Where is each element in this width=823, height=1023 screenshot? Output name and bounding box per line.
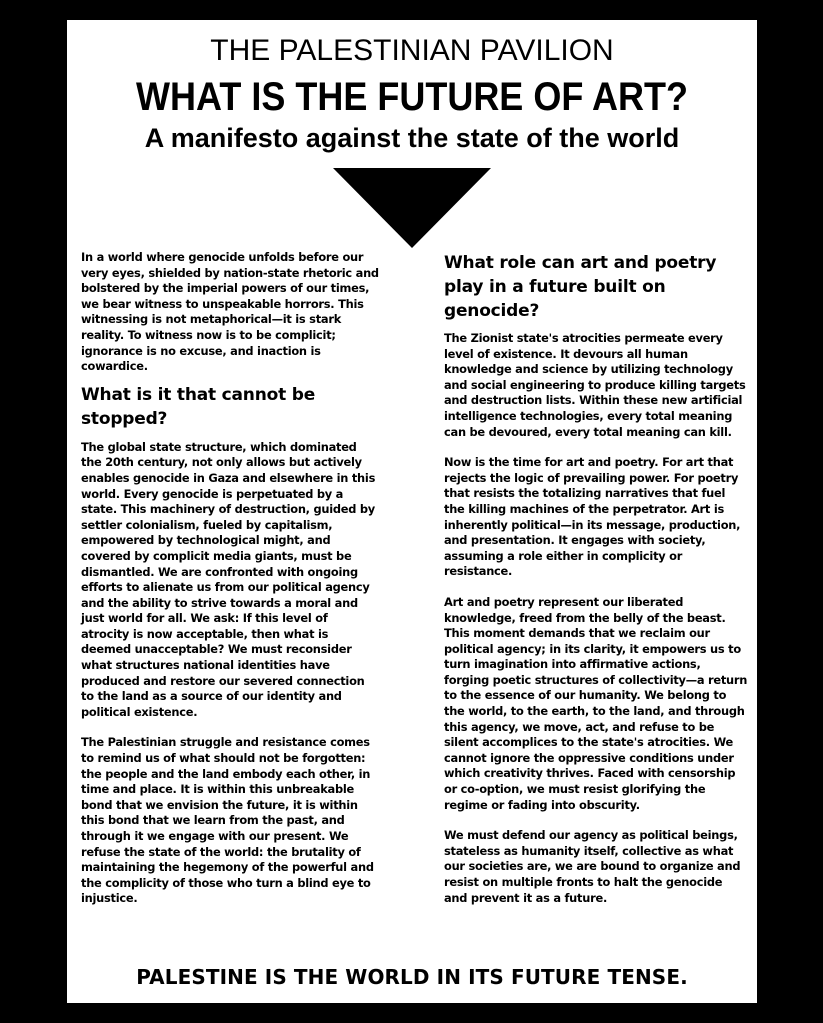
- left-column: [81, 250, 379, 907]
- left-section-heading: What is it that cannot be stopped?: [81, 384, 316, 429]
- right-paragraph-4: We must defend our agency as political beings, stateless as humanity itself, collective as what our societies are, we are bound to organize and resist on multiple fronts to halt the genocide and prevent it as a future.: [444, 828, 741, 905]
- intro-paragraph: In a world where genocide unfolds before our very eyes, shielded by nation-state rhetoric and bolstered by the imperial powers of our times, we bear witness to unspeakable horrors. This witnessing is not metaphorical—it is stark reality. To witness now is to be complicit; ignorance is no excuse, and inaction is cowardice.: [81, 250, 379, 374]
- left-paragraph-1: The global state structure, which dominated the 20th century, not only allows but actively enables genocide in Gaza and elsewhere in this world. Every genocide is perpetuated by a state. This machinery of destruction, guided by settler colonialism, fueled by capitalism, empowered by technological might, and covered by complicit media giants, must be dismantled. We are confronted with ongoing efforts to alienate us from our political agency and the ability to strive towards a moral and just world for all. We ask: If this level of atrocity is now acceptable, then what is deemed unacceptable? We must reconsider what structures national identities have produced and restore our severed connection to the land as a source of our identity and political existence.: [81, 439, 376, 719]
- right-paragraph-1: The Zionist state's atrocities permeate every level of existence. It devours all human knowledge and science by utilizing technology and social engineering to produce killing targets and destruction lists. Within these new artificial intelligence technologies, every total meaning can be devoured, every total meaning can kill.: [444, 331, 746, 439]
- right-section-heading: What role can art and poetry play in a future built on genocide?: [444, 253, 717, 321]
- poster-sheet: [67, 20, 757, 1003]
- right-column: [444, 251, 749, 906]
- right-paragraph-2: Now is the time for art and poetry. For art that rejects the logic of prevailing power. For poetry that resists the totalizing narratives that fuel the killing machines of the perpetrator. Art is inherently political—in its message, production, and presentation. It engages with society, assuming a role either in complicity or resistance.: [444, 455, 741, 579]
- left-paragraph-2: The Palestinian struggle and resistance comes to remind us of what should not be forgotten: the people and the land embody each other, in time and place. It is within this unbreakable bond that we envision the future, it is within this bond that we learn from the past, and through it we engage with our present. We refuse the state of the world: the brutality of maintaining the hegemony of the powerful and the complicity of those who turn a blind eye to injustice.: [81, 735, 374, 906]
- headline: WHAT IS THE FUTURE OF ART?: [136, 75, 688, 119]
- right-paragraph-3: Art and poetry represent our liberated knowledge, freed from the belly of the beast. This moment demands that we reclaim our political agency; in its clarity, it empowers us to turn imagination into affirmative actions, forging poetic structures of collectivity—a return to the essence of our humanity. We belong to the world, to the earth, to the land, and through this agency, we move, act, and refuse to be silent accomplices to the state's atrocities. We cannot ignore the oppressive conditions under which creativity thrives. Faced with censorship or co-option, we must resist glorifying the regime or fading into obscurity.: [444, 594, 748, 812]
- downward-triangle-icon: [333, 168, 491, 248]
- footer-slogan: PALESTINE IS THE WORLD IN ITS FUTURE TENSE.: [136, 965, 688, 989]
- subtitle: A manifesto against the state of the world: [144, 123, 680, 153]
- pavilion-title: THE PALESTINIAN PAVILION: [210, 34, 614, 67]
